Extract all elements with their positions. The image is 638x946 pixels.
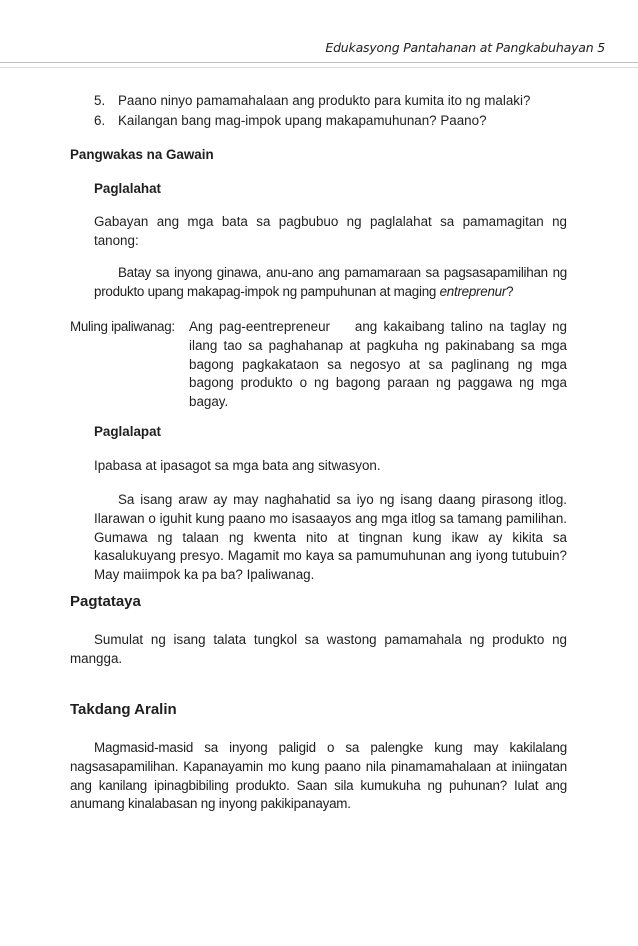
list-item: [94, 91, 574, 111]
question-text: Batay sa inyong ginawa, anu-ano ang pamamaraan sa pagsasapamilihan ng produkto upang makapag-impok ng pampuhunan at maging: [94, 265, 567, 299]
subheading-paglalapat: Paglalapat: [94, 424, 161, 439]
header-rule: [0, 62, 638, 63]
section-heading-pagtataya: Pagtataya: [70, 593, 141, 610]
list-number: 5.: [94, 93, 106, 108]
paglalahat-instruction: Gabayan ang mga bata sa pagbubuo ng paglalahat sa pamamagitan ng tanong:: [94, 214, 567, 248]
question-mark: ?: [506, 283, 514, 299]
subheading-paglalahat: Paglalahat: [94, 181, 161, 196]
paglalahat-question: [94, 264, 567, 302]
list-text: Kailangan bang mag-impok upang makapamuhunan? Paano?: [118, 113, 487, 128]
list-item: [94, 111, 574, 131]
paglalapat-situation: Sa isang araw ay may naghahatid sa iyo ng isang daang pirasong itlog. Ilarawan o iguhit kung paano mo isasaayos ang mga itlog sa tamang pamilihan. Gumawa ng talaan ng kwenta nito at tingnan kung ikaw ay kikita sa kasalukuyang presyo. Magamit mo kaya sa pamumuhunan ang iyong tutubuin? May maiimpok ka pa ba? Ipaliwanag.: [94, 492, 567, 583]
question-list: [94, 91, 574, 131]
running-header: Edukasyong Pantahanan at Pangkabuhayan 5: [325, 40, 605, 55]
section-heading-pangwakas: Pangwakas na Gawain: [70, 147, 214, 162]
list-text: Paano ninyo pamamahalaan ang produkto para kumita ito ng malaki?: [118, 93, 531, 108]
list-number: 6.: [94, 113, 106, 128]
takdang-aralin-text: Magmasid-masid sa inyong paligid o sa palengke kung may kakilalang nagsasapamilihan. Kapanayamin mo kung paano nila pinamamahalaan at iniingatan ang kanilang ipinagbibiling produkto. Saan sila kumukuha ng puhunan? Iulat ang anumang kinalabasan ng inyong pakikipanayam.: [70, 740, 567, 812]
muling-label: Muling ipaliwanag:: [70, 319, 175, 334]
section-heading-takdang-aralin: Takdang Aralin: [70, 701, 177, 718]
header-rule-secondary: [0, 67, 638, 68]
pagtataya-text: Sumulat ng isang talata tungkol sa wastong pamamahala ng produkto ng mangga.: [70, 632, 567, 666]
paglalapat-instruction: Ipabasa at ipasagot sa mga bata ang sitwasyon.: [94, 458, 381, 473]
muling-text: Ang pag-eentrepreneur ang kakaibang talino na taglay ng ilang tao sa paghahanap at pagkuha ng pakinabang sa mga bagong pagkakataon sa negosyo at sa paglinang ng mga bagong produkto o ng bagong paraan ng paggawa ng mga bagay.: [189, 319, 571, 410]
question-emphasis: entreprenur: [439, 283, 507, 299]
